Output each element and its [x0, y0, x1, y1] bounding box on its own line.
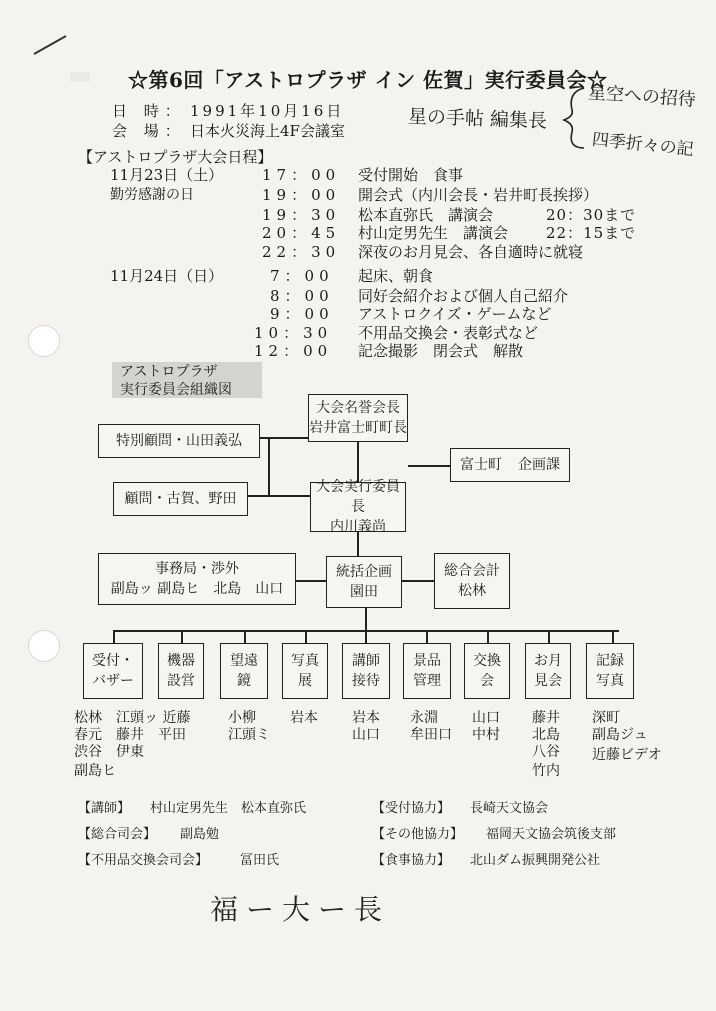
day2-time-1: 7：00: [270, 267, 334, 285]
team-box-record-photo: [586, 643, 634, 699]
day1-event-2: 開会式（内川会長・岩井町長挨拶）: [358, 186, 599, 204]
exchange-mc-label: 【不用品交換会司会】: [78, 853, 209, 868]
team-name-1: 講師: [352, 653, 380, 669]
connector-town: [408, 465, 450, 467]
accounting-name: 松林: [458, 583, 486, 599]
team-member: 山口: [472, 710, 500, 726]
day1-time-2: 19：00: [262, 186, 341, 204]
connector-mid-bus: [296, 580, 326, 582]
team-member: 藤井: [532, 710, 560, 726]
team-member: 江頭ミ: [228, 727, 270, 743]
venue-value: 日本火災海上4F会議室: [190, 122, 345, 140]
team-member: 牟田口: [410, 727, 452, 743]
mc-label: 【総合司会】: [78, 827, 157, 842]
town-planning-box: [450, 448, 570, 482]
lecturer-value: 村山定男先生 松本直弥氏: [150, 801, 307, 816]
day1-end-4: 22：15まで: [546, 224, 637, 242]
team-drop-9: [612, 630, 614, 643]
day1-time-5: 22：30: [262, 243, 341, 261]
connector-to-teams: [365, 608, 367, 630]
team-drop-4: [305, 630, 307, 643]
team-member: 竹内: [532, 763, 560, 779]
team-member: 永淵: [410, 710, 438, 726]
brace-icon: [560, 86, 588, 150]
day2-time-5: 12：00: [254, 342, 333, 360]
page-title: ☆第6回「アストロプラザ イン 佐賀」実行委員会☆: [128, 68, 608, 92]
team-member: 渋谷 伊東: [74, 744, 144, 760]
day1-sublabel: 勤労感謝の日: [110, 187, 194, 203]
team-name-2: 鏡: [237, 673, 251, 689]
team-name-2: 設営: [167, 673, 195, 689]
org-label-2: 実行委員会組織図: [120, 382, 232, 398]
planning-name: 園田: [350, 584, 378, 600]
day1-label: 11月23日（土）: [110, 166, 224, 184]
team-member: 中村: [472, 727, 500, 743]
schedule-heading: 【アストロプラザ大会日程】: [78, 148, 273, 166]
honorary-name: 岩井富士町町長: [309, 420, 407, 436]
team-member: 岩本: [352, 710, 380, 726]
team-box-prizes: [403, 643, 451, 699]
team-box-reception: [83, 643, 143, 699]
team-member: 副島ヒ: [74, 763, 116, 779]
team-name-2: 管理: [413, 673, 441, 689]
meal-label: 【食事協力】: [372, 853, 451, 868]
team-name-1: 交換: [473, 653, 501, 669]
connector-advisor: [248, 495, 310, 497]
binder-hole-top: [28, 325, 60, 357]
day2-time-3: 9：00: [270, 305, 334, 323]
team-box-equipment: [158, 643, 204, 699]
team-drop-8: [548, 630, 550, 643]
bleed-through-mark: [70, 72, 90, 82]
connector-honorary-chair: [357, 442, 359, 482]
team-member: 八谷: [532, 744, 560, 760]
team-name-1: 記録: [596, 653, 624, 669]
team-drop-6: [426, 630, 428, 643]
team-member: 松林 江頭ッ 近藤: [74, 710, 191, 726]
day1-end-3: 20：30まで: [546, 206, 637, 224]
day1-time-3: 19：30: [262, 206, 341, 224]
meal-value: 北山ダム振興開発公社: [470, 853, 601, 868]
day2-event-1: 起床、朝食: [358, 267, 434, 285]
team-box-photo-exhibit: [282, 643, 328, 699]
town-name: 富士町: [460, 457, 502, 473]
team-member: 副島ジュ: [592, 727, 648, 743]
binder-hole-bottom: [28, 630, 60, 662]
team-member: 北島: [532, 727, 560, 743]
team-name-2: 見会: [534, 673, 562, 689]
secretariat-box: [98, 553, 296, 605]
special-advisor-label: 特別顧問・山田義弘: [116, 433, 242, 449]
team-box-exchange: [464, 643, 510, 699]
org-label-1: アストロプラザ: [120, 364, 218, 380]
reception-label: 【受付協力】: [372, 801, 451, 816]
day1-event-1: 受付開始 食事: [358, 166, 464, 184]
team-drop-1: [113, 630, 115, 643]
team-name-1: お月: [534, 653, 562, 669]
reception-value: 長崎天文協会: [470, 801, 549, 816]
venue-label: 会 場：: [112, 122, 186, 140]
day2-event-2: 同好会紹介および個人自己紹介: [358, 287, 569, 305]
team-member: 深町: [592, 710, 620, 726]
advisor-label: 顧問・古賀、野田: [124, 491, 237, 507]
executive-chair-box: [310, 479, 406, 535]
team-name-2: バザー: [92, 673, 134, 689]
day2-time-2: 8：00: [270, 287, 334, 305]
date-label: 日 時：: [112, 102, 186, 120]
connector-mid-bus-right: [402, 580, 434, 582]
handwritten-note-right-2: 四季折々の記: [590, 129, 695, 161]
secretariat-title: 事務局・渉外: [155, 561, 239, 577]
planning-title: 統括企画: [336, 564, 392, 580]
team-name-2: 写真: [596, 673, 624, 689]
accounting-box: [434, 553, 510, 609]
connector-advisor-vert: [268, 437, 270, 495]
handwritten-note-bottom: 福ー大ー長: [210, 893, 391, 926]
pen-stroke-icon: [30, 30, 70, 60]
day2-event-5: 記念撮影 閉会式 解散: [358, 342, 524, 360]
day1-time-4: 20：45: [262, 224, 341, 242]
team-name-1: 受付・: [92, 653, 134, 669]
team-name-1: 望遠: [230, 653, 258, 669]
planning-box: [326, 556, 402, 608]
exchange-mc-value: 冨田氏: [240, 853, 280, 868]
handwritten-note-middle: 星の手帖 編集長: [407, 105, 548, 133]
mc-value: 副島勉: [180, 827, 220, 842]
day2-label: 11月24日（日）: [110, 267, 224, 285]
team-member: 山口: [352, 727, 380, 743]
special-advisor-box: [98, 424, 260, 458]
date-value: 1991年10月16日: [190, 102, 345, 120]
day2-event-3: アストロクイズ・ゲームなど: [358, 305, 552, 323]
chair-name: 内川義尚: [330, 519, 386, 535]
team-name-2: 展: [298, 673, 312, 689]
team-name-1: 機器: [167, 653, 195, 669]
other-label: 【その他協力】: [372, 827, 464, 842]
team-member: 近藤ビデオ: [592, 747, 662, 763]
chair-title: 大会実行委員長: [316, 479, 400, 515]
lecturer-label: 【講師】: [78, 801, 131, 816]
day2-event-4: 不用品交換会・表彰式など: [358, 324, 539, 342]
team-name-1: 写真: [291, 653, 319, 669]
team-member: 春元 藤井 平田: [74, 727, 186, 743]
day1-event-5: 深夜のお月見会、各自適時に就寝: [358, 243, 584, 261]
team-drop-3: [244, 630, 246, 643]
secretariat-members: 副島ッ 副島ヒ 北島 山口: [110, 581, 284, 597]
team-name-1: 景品: [413, 653, 441, 669]
accounting-title: 総合会計: [444, 563, 500, 579]
team-drop-2: [181, 630, 183, 643]
day1-event-3: 松本直弥氏 講演会: [358, 206, 494, 224]
day1-event-4: 村山定男先生 講演会: [358, 224, 509, 242]
team-member: 小柳: [228, 710, 256, 726]
day1-time-1: 17：00: [262, 166, 341, 184]
team-drop-7: [487, 630, 489, 643]
day2-time-4: 10：30: [254, 324, 333, 342]
team-name-2: 接待: [352, 673, 380, 689]
team-drop-5: [365, 630, 367, 643]
team-member: 岩本: [290, 710, 318, 726]
team-box-moon-viewing: [525, 643, 571, 699]
team-name-2: 会: [480, 673, 494, 689]
handwritten-note-right-1: 星空への招待: [587, 82, 697, 111]
other-value: 福岡天文協会筑後支部: [486, 827, 617, 842]
honorary-title: 大会名誉会長: [316, 400, 400, 416]
team-box-lecturer: [342, 643, 390, 699]
advisor-box: [113, 482, 248, 516]
town-section: 企画課: [518, 457, 560, 473]
team-box-telescope: [220, 643, 268, 699]
honorary-president-box: [308, 394, 408, 442]
